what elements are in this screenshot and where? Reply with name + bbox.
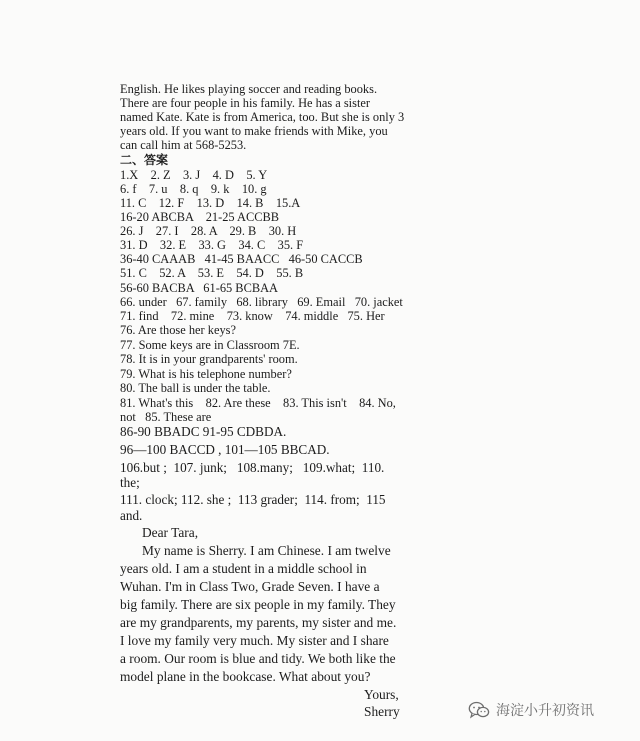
letter-line: big family. There are six people in my family. They [120, 597, 396, 612]
passage-line: English. He likes playing soccer and reading books. [120, 82, 378, 96]
answer-line: 111. clock; 112. she ; 113 grader; 114. from; 115 [120, 492, 386, 507]
wechat-icon [468, 701, 490, 719]
watermark-text: 海淀小升初资讯 [496, 703, 594, 719]
passage-line: years old. If you want to make friends with Mike, you [120, 124, 388, 138]
answer-line: 6. f 7. u 8. q 9. k 10. g [120, 182, 267, 196]
answer-line: 31. D 32. E 33. G 34. C 35. F [120, 238, 304, 252]
section-heading: 二、答案 [120, 153, 169, 167]
answer-line: 79. What is his telephone number? [120, 367, 292, 381]
letter-line: years old. I am a student in a middle school in [120, 561, 367, 576]
answer-line: 26. J 27. I 28. A 29. B 30. H [120, 224, 297, 238]
letter-line: My name is Sherry. I am Chinese. I am twelve [142, 543, 391, 558]
letter-line: Wuhan. I'm in Class Two, Grade Seven. I have a [120, 579, 380, 594]
answer-line: not 85. These are [120, 410, 212, 424]
letter-line: I love my family very much. My sister and I share [120, 633, 389, 648]
answer-line: and. [120, 508, 143, 523]
answer-line: 80. The ball is under the table. [120, 381, 271, 395]
answer-line: 51. C 52. A 53. E 54. D 55. B [120, 266, 304, 280]
answer-line: the; [120, 475, 140, 490]
passage-line: There are four people in his family. He has a sister [120, 96, 371, 110]
answer-line: 11. C 12. F 13. D 14. B 15.A [120, 196, 301, 210]
answer-line: 66. under 67. family 68. library 69. Email 70. jacket [120, 295, 403, 309]
answer-line: 1.X 2. Z 3. J 4. D 5. Y [120, 168, 268, 182]
answer-line: 71. find 72. mine 73. know 74. middle 75. Her [120, 309, 385, 323]
letter-line: model plane in the bookcase. What about you? [120, 669, 371, 684]
answer-line: 76. Are those her keys? [120, 323, 236, 337]
answer-line: 86-90 BBADC 91-95 CDBDA. [120, 424, 287, 439]
answer-line: 16-20 ABCBA 21-25 ACCBB [120, 210, 280, 224]
letter-line: a room. Our room is blue and tidy. We both like the [120, 651, 396, 666]
answer-line: 56-60 BACBA 61-65 BCBAA [120, 281, 278, 295]
letter-closing: Yours, [364, 687, 399, 702]
letter-signature: Sherry [364, 704, 400, 719]
answer-line: 106.but ; 107. junk; 108.many; 109.what; 110. [120, 460, 385, 475]
answer-line: 78. It is in your grandparents' room. [120, 352, 298, 366]
letter-salutation: Dear Tara, [142, 525, 199, 540]
answer-line: 96—100 BACCD , 101—105 BBCAD. [120, 442, 330, 457]
watermark [468, 700, 594, 720]
answer-line: 36-40 CAAAB 41-45 BAACC 46-50 CACCB [120, 252, 363, 266]
letter-line: are my grandparents, my parents, my sister and me. [120, 615, 397, 630]
passage-line: named Kate. Kate is from America, too. But she is only 3 [120, 110, 405, 124]
passage-line: can call him at 568-5253. [120, 138, 247, 152]
answer-line: 77. Some keys are in Classroom 7E. [120, 338, 300, 352]
answer-line: 81. What's this 82. Are these 83. This isn't 84. No, [120, 396, 396, 410]
